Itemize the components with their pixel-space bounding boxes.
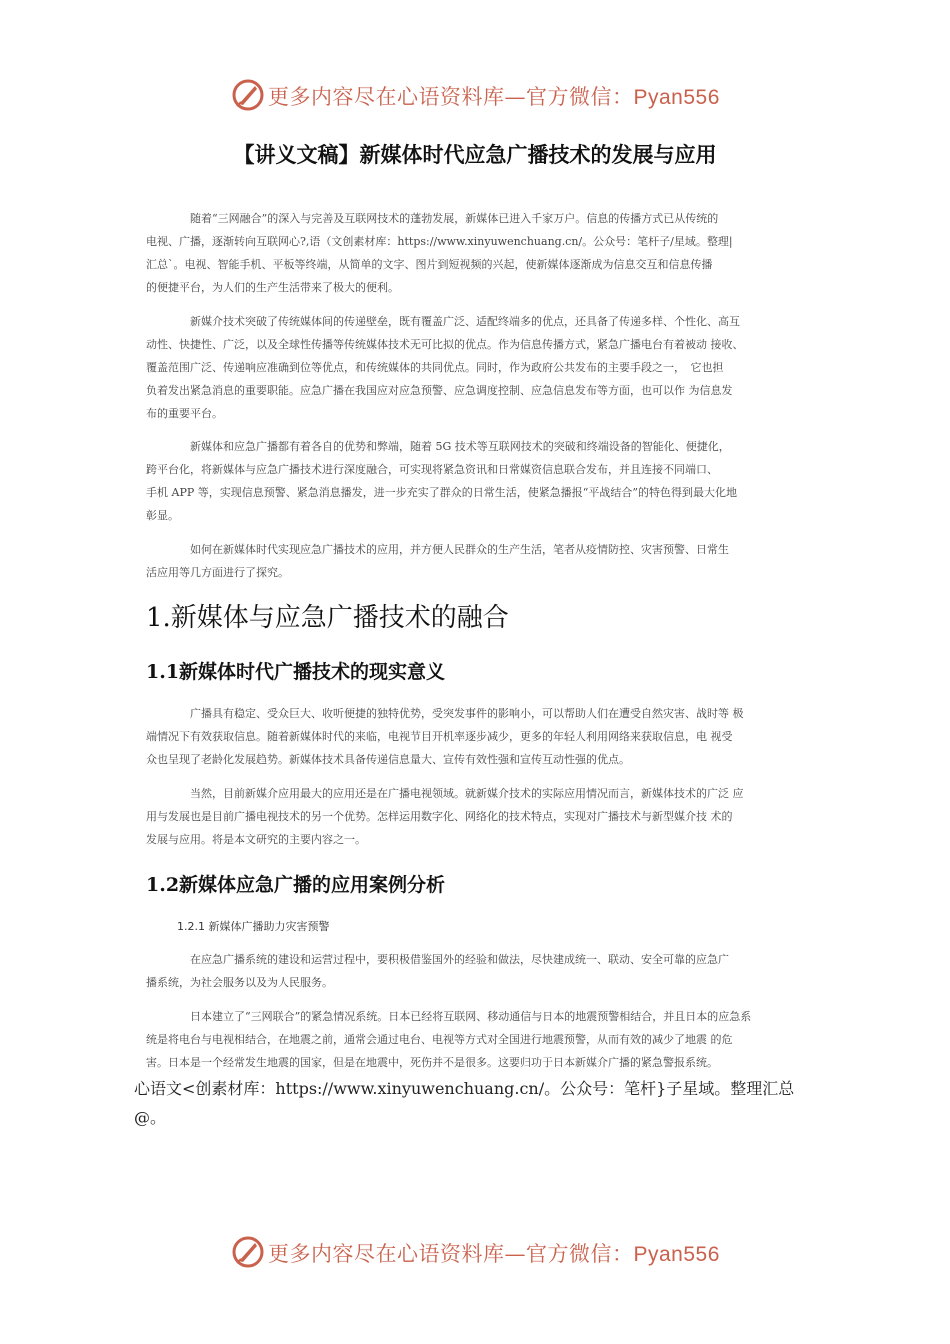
text-line: 布的重要平台。 — [146, 407, 223, 420]
text-line: 播系统，为社会服务以及为人民服务。 — [146, 976, 333, 989]
text-line: 覆盖范围广泛、传递响应准确到位等优点，和传统媒体的共同优点。同时，作为政府公共发布的主要手段之一， 它也担 — [146, 361, 724, 374]
text-line: 活应用等几方面进行了探究。 — [146, 566, 289, 579]
header-banner — [0, 76, 950, 116]
text-line: 用与发展也是目前广播电视技术的另一个优势。怎样运用数字化、网络化的技术特点，实现对广播技术与新型媒介技 术的 — [146, 810, 733, 823]
text-line: 端情况下有效获取信息。随着新媒体时代的来临，电视节目开机率逐步减少，更多的年轻人利用网络来获取信息，电 视受 — [146, 730, 733, 743]
text-line: 彰显。 — [146, 509, 179, 522]
text-line: 众也呈现了老龄化发展趋势。新媒体技术具备传递信息量大、宣传有效性强和宣传互动性强的优点。 — [146, 753, 630, 766]
paragraph — [146, 538, 811, 584]
quill-logo-icon — [231, 78, 265, 112]
paragraph — [146, 1005, 811, 1074]
text-line: 广播具有稳定、受众巨大、收听便捷的独特优势，受突发事件的影响小，可以帮助人们在遭受自然灾害、战时等 极 — [146, 707, 744, 720]
paragraph — [146, 948, 811, 994]
quill-logo-icon — [231, 1235, 265, 1269]
text-line: 新媒介技术突破了传统媒体间的传递壁垒，既有覆盖广泛、适配终端多的优点，还具备了传递多样、个性化、高互 — [146, 315, 740, 328]
text-line: 汇总`。电视、智能手机、平板等终端，从简单的文字、图片到短视频的兴起，使新媒体逐渐成为信息交互和信息传播 — [146, 258, 713, 271]
text-line: 如何在新媒体时代实现应急广播技术的应用，并方便人民群众的生产生活，笔者从疫情防控、灾害预警、日常生 — [146, 543, 729, 556]
section-heading-1-2: 1.2新媒体应急广播的应用案例分析 — [146, 874, 446, 896]
text-line: 害。日本是一个经常发生地震的国家，但是在地震中，死伤并不是很多。这要归功于日本新媒介广播的紧急警报系统。 — [146, 1056, 718, 1069]
paragraph — [146, 702, 811, 771]
section-heading-1: 1.新媒体与应急广播技术的融合 — [146, 603, 509, 633]
text-line: 随着“三网融合”的深入与完善及互联网技术的蓬勃发展，新媒体已进入千家万户。信息的传播方式已从传统的 — [146, 212, 719, 225]
paragraph — [146, 310, 811, 425]
section-heading-1-2-1: 1.2.1 新媒体广播助力灾害预警 — [177, 920, 330, 933]
text-line: 日本建立了“三网联合”的紧急情况系统。日本已经将互联网、移动通信与日本的地震预警相结合，并且日本的应急系 — [146, 1010, 752, 1023]
text-line: 负着发出紧急消息的重要职能。应急广播在我国应对应急预警、应急调度控制、应急信息发布等方面，也可以作 为信息发 — [146, 384, 733, 397]
text-line: 统是将电台与电视相结合，在地震之前，通常会通过电台、电视等方式对全国进行地震预警，从而有效的减少了地震 的危 — [146, 1033, 733, 1046]
text-line: 的便捷平台，为人们的生产生活带来了极大的便利。 — [146, 281, 399, 294]
text-line: 手机 APP 等，实现信息预警、紧急消息播发，进一步充实了群众的日常生活，使紧急播报“平战结合”的特色得到最大化地 — [146, 486, 737, 499]
banner-text: 更多内容尽在心语资料库—官方微信：Pyan556 — [268, 85, 720, 109]
text-line: 发展与应用。将是本文研究的主要内容之一。 — [146, 833, 366, 846]
text-line: 新媒体和应急广播都有着各自的优势和弊端，随着 5G 技术等互联网技术的突破和终端设备的智能化、便捷化， — [146, 440, 730, 453]
text-line: 跨平台化，将新媒体与应急广播技术进行深度融合，可实现将紧急资讯和日常媒资信息联合发布，并且连接不同端口、 — [146, 463, 718, 476]
source-note: 心语文<创素材库：https://www.xinyuwenchuang.cn/。公众号：笔杆}子星域。整理汇总 — [134, 1079, 795, 1098]
text-line: 在应急广播系统的建设和运营过程中，要积极借鉴国外的经验和做法，尽快建成统一、联动、安全可靠的应急广 — [146, 953, 729, 966]
section-heading-1-1: 1.1新媒体时代广播技术的现实意义 — [146, 661, 446, 683]
text-line: 动性、快捷性、广泛，以及全球性传播等传统媒体技术无可比拟的优点。作为信息传播方式，紧急广播电台有着被动 接收、 — [146, 338, 744, 351]
paragraph — [146, 207, 811, 299]
document-title: 【讲义文稿】新媒体时代应急广播技术的发展与应用 — [233, 143, 717, 167]
footer-banner — [0, 1233, 950, 1273]
text-line: 电视、广播，逐渐转向互联网心?,语（文创素材库：https://www.xinyuwenchuang.cn/。公众号：笔杆子/星域。整理| — [146, 235, 733, 248]
banner-text: 更多内容尽在心语资料库—官方微信：Pyan556 — [268, 1242, 720, 1266]
source-note: @。 — [134, 1108, 167, 1127]
text-line: 当然，目前新媒介应用最大的应用还是在广播电视领域。就新媒介技术的实际应用情况而言，新媒体技术的广泛 应 — [146, 787, 744, 800]
paragraph — [146, 782, 811, 851]
paragraph — [146, 435, 811, 527]
